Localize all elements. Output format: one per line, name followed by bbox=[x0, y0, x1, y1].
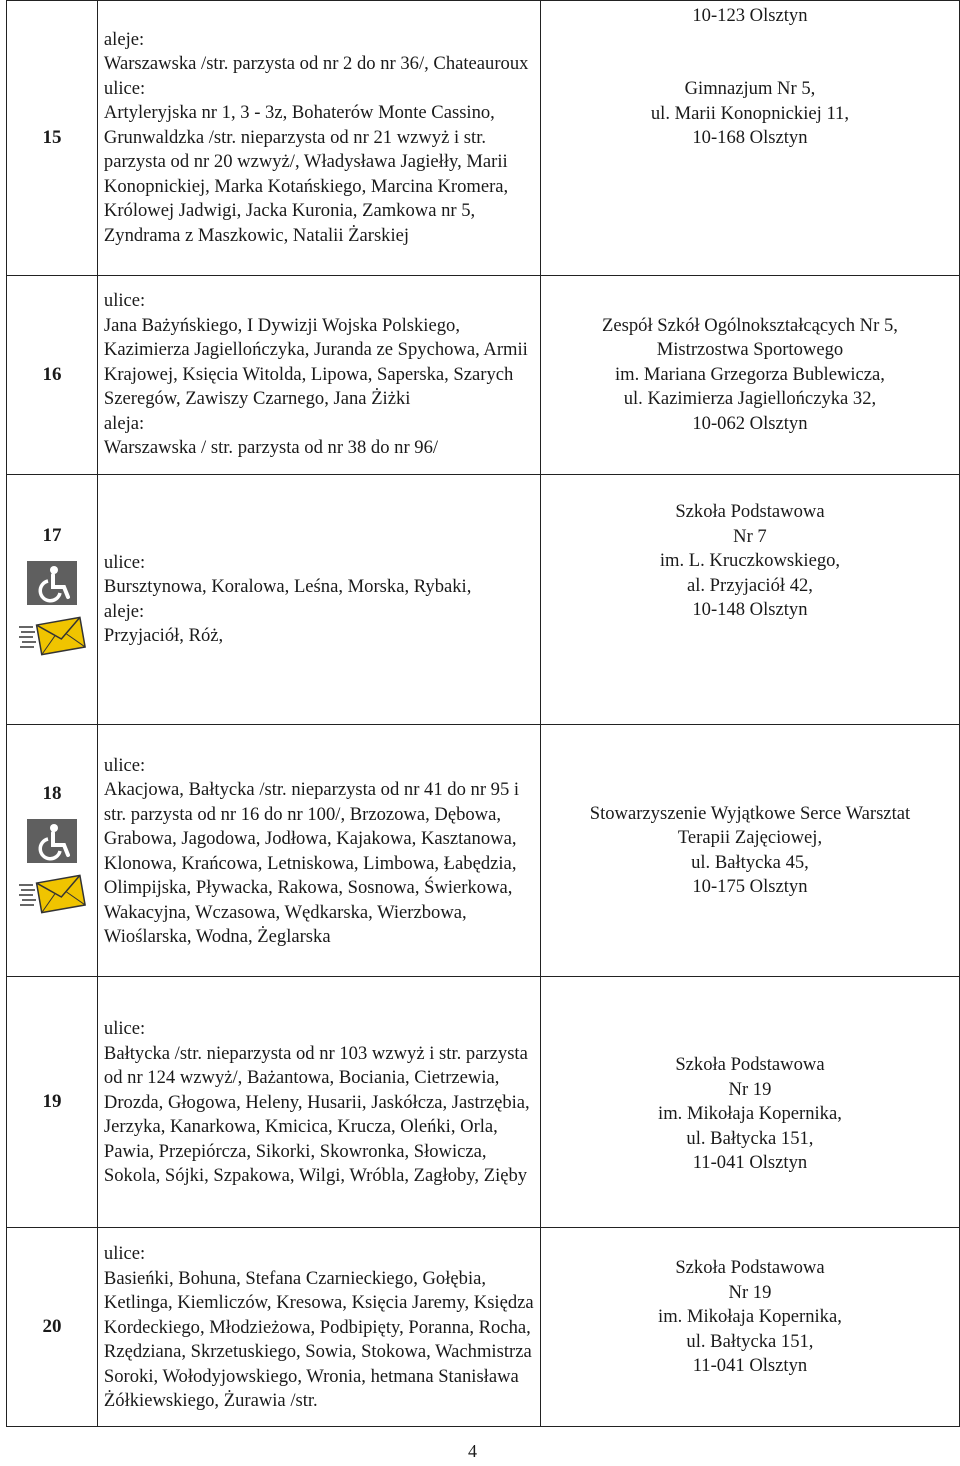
street-type-label: ulice: bbox=[103, 551, 146, 573]
row-number: 18 bbox=[42, 783, 62, 804]
school-cell bbox=[540, 276, 959, 475]
school-line: Nr 19 bbox=[728, 1281, 772, 1303]
school-line: Mistrzostwa Sportowego bbox=[656, 339, 844, 361]
school-line: ul. Kazimierza Jagiellończyka 32, bbox=[623, 388, 877, 410]
school-line: 10-062 Olsztyn bbox=[692, 412, 808, 434]
wheelchair-icon bbox=[27, 819, 77, 863]
table-row bbox=[7, 977, 960, 1228]
school-line: Szkoła Podstawowa bbox=[675, 1257, 825, 1278]
streets-cell bbox=[97, 1228, 540, 1427]
wheelchair-icon bbox=[27, 561, 77, 605]
row-number: 17 bbox=[42, 525, 62, 546]
school-line: ul. Bałtycka 151, bbox=[686, 1330, 814, 1352]
school-line: 11-041 Olsztyn bbox=[692, 1152, 808, 1173]
street-list: Basieńki, Bohuna, Stefana Czarnieckiego, Gołębia, Ketlinga, Kiemliczów, Kresowa, Księcia Jaremy, Księdza Kordeckiego, Młodzieżowa, Podbipięty, Poranna, Rocha, Rzędziana, Skrzetuskiego, Sowia, Stokowa, Wachmistrza Soroki, Wołodyjowskiego, Wronia, hetmana Stanisława Żółkiewskiego, Żurawia /str. bbox=[103, 1267, 534, 1412]
school-line: 11-041 Olsztyn bbox=[692, 1355, 808, 1376]
street-list: Artyleryjska nr 1, 3 - 3z, Bohaterów Monte Cassino, Grunwaldzka /str. nieparzysta od nr 21 wzwyż i str. parzysta od nr 20 wzwyż/, Władysława Jagiełły, Marii Konopnickiej, Marka Kotańskiego, Marcina Kromera, Królowej Jadwigi, Jacka Kuronia, Zamkowa nr 5, Zyndrama z Maszkowic, Natalii Żarskiej bbox=[103, 102, 509, 246]
row-number: 20 bbox=[7, 1228, 98, 1427]
street-list: Akacjowa, Bałtycka /str. nieparzysta od nr 41 do nr 95 i str. parzysta od nr 16 do nr 100/, Brzozowa, Dębowa, Grabowa, Jagodowa, Jodłowa, Kajakowa, Kasztanowa, Klonowa, Krańcowa, Letniskowa, Limbowa, Łabędzia, Olimpijska, Pływacka, Rakowa, Sosnowa, Świerkowa, Wakacyjna, Wczasowa, Wędkarska, Wierzbowa, Wioślarska, Wodna, Żeglarska bbox=[103, 779, 520, 947]
row-number: 19 bbox=[7, 977, 98, 1228]
streets-cell bbox=[97, 725, 540, 977]
school-cell bbox=[540, 725, 959, 977]
school-cell bbox=[540, 475, 959, 725]
school-line: Szkoła Podstawowa bbox=[675, 1054, 825, 1075]
page-number: 4 bbox=[468, 1441, 477, 1461]
school-line: ul. Marii Konopnickiej 11, bbox=[650, 102, 850, 124]
envelope-icon bbox=[17, 871, 87, 915]
school-line: 10-175 Olsztyn bbox=[692, 876, 808, 897]
school-line: 10-123 Olsztyn bbox=[692, 5, 808, 26]
school-line: im. L. Kruczkowskiego, bbox=[659, 550, 841, 571]
school-cell bbox=[540, 1228, 959, 1427]
school-line: im. Mikołaja Kopernika, bbox=[658, 1103, 842, 1124]
street-list: Jana Bażyńskiego, I Dywizji Wojska Polskiego, Kazimierza Jagiellończyka, Juranda ze Spychowa, Armii Krajowej, Księcia Witolda, Lipowa, Saperska, Szarych Szeregów, Zawiszy Czarnego, Jana Żiżki bbox=[103, 314, 528, 410]
row-number: 16 bbox=[7, 276, 98, 475]
school-cell bbox=[540, 977, 959, 1228]
table-row bbox=[7, 1, 960, 276]
table-row bbox=[7, 276, 960, 475]
school-cell bbox=[540, 1, 959, 276]
street-type-label: ulice: bbox=[103, 1018, 146, 1040]
street-type-label: ulice: bbox=[103, 290, 146, 312]
street-type-label: aleje: bbox=[103, 600, 145, 622]
street-list: Przyjaciół, Róż, bbox=[103, 625, 224, 646]
table-row bbox=[7, 1228, 960, 1427]
streets-cell bbox=[97, 977, 540, 1228]
school-line: Terapii Zajęciowej, bbox=[677, 827, 823, 848]
street-list: Warszawska / str. parzysta od nr 38 do nr 96/ bbox=[103, 437, 439, 459]
street-type-label: aleje: bbox=[103, 28, 145, 50]
table-row bbox=[7, 475, 960, 725]
school-line: Nr 19 bbox=[728, 1078, 772, 1100]
street-type-label: ulice: bbox=[103, 754, 146, 776]
school-line: ul. Bałtycka 151, bbox=[686, 1127, 814, 1149]
streets-cell bbox=[97, 276, 540, 475]
school-line: 10-168 Olsztyn bbox=[692, 127, 808, 148]
school-line: Zespół Szkół Ogólnokształcących Nr 5, bbox=[602, 314, 898, 336]
street-list: Bursztynowa, Koralowa, Leśna, Morska, Rybaki, bbox=[103, 576, 472, 597]
envelope-icon bbox=[17, 613, 87, 657]
street-list: Warszawska /str. parzysta od nr 2 do nr 36/, Chateauroux bbox=[103, 53, 529, 75]
school-line: Szkoła Podstawowa bbox=[675, 501, 825, 522]
district-table bbox=[6, 0, 960, 1427]
street-type-label: aleja: bbox=[103, 412, 145, 434]
row-number-cell bbox=[7, 475, 98, 725]
streets-cell bbox=[97, 1, 540, 276]
street-list: Bałtycka /str. nieparzysta od nr 103 wzwyż i str. parzysta od nr 124 wzwyż/, Bażantowa, Bociania, Cietrzewia, Drozda, Głogowa, Heleny, Husarii, Jaskółcza, Jastrzębia, Jerzyka, Kanarkowa, Kmicica, Krucza, Oleńki, Orla, Pawia, Przepiórcza, Sikorki, Skowronka, Słowicza, Sokola, Sójki, Szpakowa, Wilgi, Wróbla, Zagłoby, Zięby bbox=[103, 1042, 530, 1187]
streets-cell bbox=[97, 475, 540, 725]
school-line bbox=[541, 29, 959, 54]
school-line: 10-148 Olsztyn bbox=[692, 599, 808, 620]
school-line: im. Mariana Grzegorza Bublewicza, bbox=[614, 363, 885, 385]
street-type-label: ulice: bbox=[103, 1243, 146, 1265]
row-number: 15 bbox=[7, 1, 98, 276]
school-line: Stowarzyszenie Wyjątkowe Serce Warsztat bbox=[589, 802, 911, 824]
school-line: al. Przyjaciół 42, bbox=[686, 574, 813, 596]
school-line: im. Mikołaja Kopernika, bbox=[658, 1306, 842, 1327]
school-line: Gimnazjum Nr 5, bbox=[684, 78, 816, 99]
school-line: Nr 7 bbox=[733, 525, 767, 547]
row-number-cell bbox=[7, 725, 98, 977]
street-type-label: ulice: bbox=[103, 77, 146, 99]
school-line: ul. Bałtycka 45, bbox=[691, 851, 809, 873]
table-row bbox=[7, 725, 960, 977]
